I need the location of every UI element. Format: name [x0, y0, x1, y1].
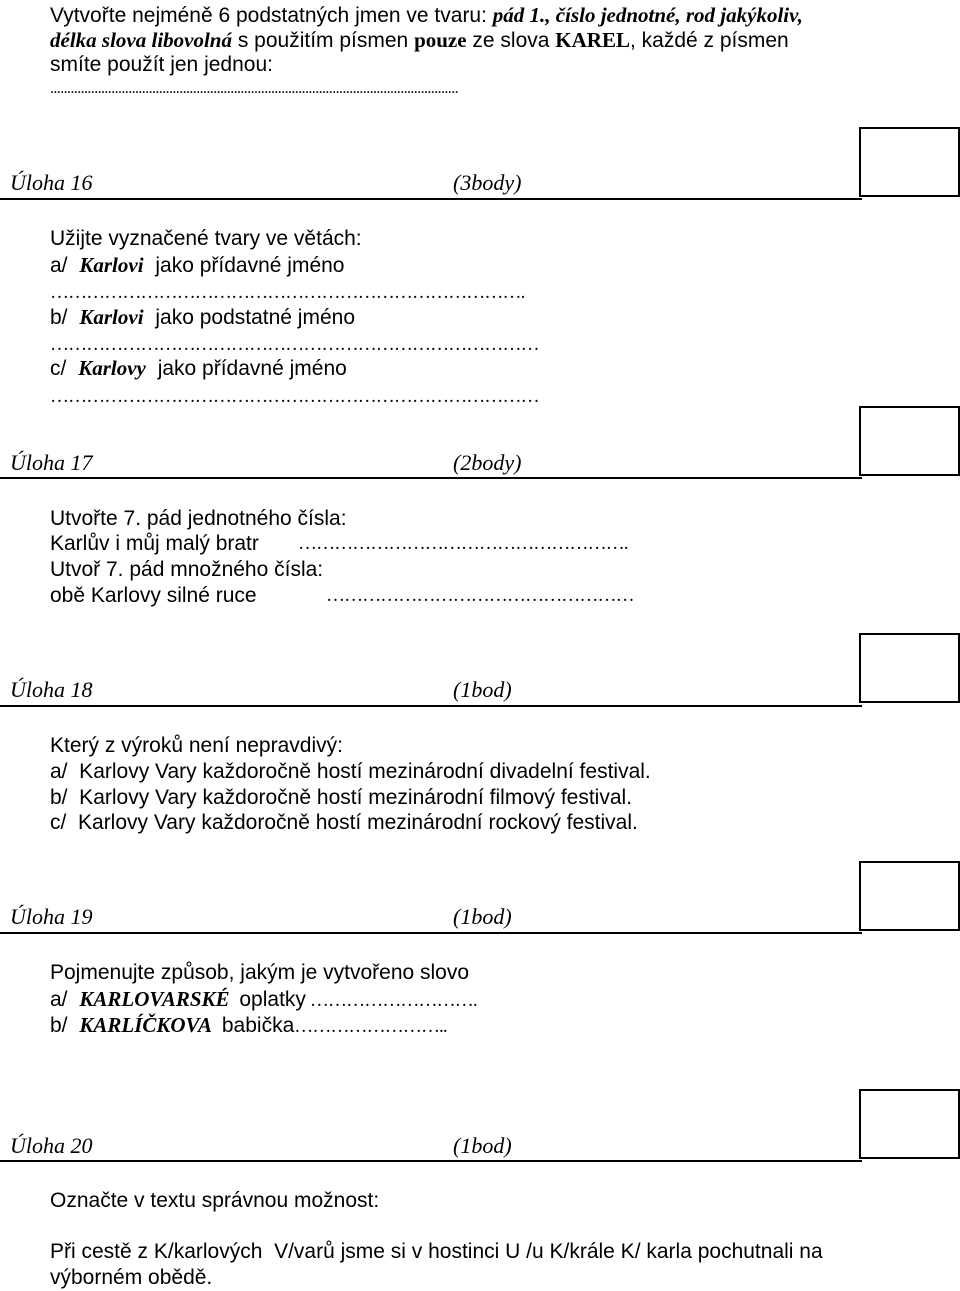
task-19-rule — [0, 932, 862, 934]
task-17-rule — [0, 477, 862, 479]
task-19-a-answer[interactable]: ………………………. — [309, 990, 477, 1011]
task-19-b-answer[interactable]: …………………….. — [294, 1016, 447, 1037]
intro-line-2-karel: KAREL — [555, 28, 630, 52]
intro-line-2-pouze: pouze — [414, 28, 467, 52]
task-16-c-rest: jako přídavné jméno — [157, 357, 347, 380]
task-20-text-line-1[interactable]: Při cestě z K/karlových V/varů jsme si v hostinci U /u K/krále K/ karla pochutnali na — [50, 1240, 823, 1263]
task-17-answer-2[interactable]: …………………………………………… — [326, 585, 634, 606]
task-16-b-prefix: b/ — [50, 306, 68, 329]
task-16-item-b — [50, 304, 355, 331]
intro-line-2-emph: délka slova libovolná — [50, 28, 232, 52]
score-box-17[interactable] — [859, 406, 960, 476]
intro-line-1-plain: Vytvořte nejméně 6 podstatných jmen ve tvaru: — [50, 4, 493, 27]
task-20-points: (1bod) — [453, 1133, 512, 1158]
task-16-c-prefix: c/ — [50, 357, 67, 380]
task-16-b-rest: jako podstatné jméno — [155, 306, 356, 329]
task-18-question: Který z výroků není nepravdivý: — [50, 734, 343, 757]
intro-line-2-plain-a: s použitím písmen — [232, 29, 415, 52]
intro-line-2 — [50, 27, 789, 54]
task-16-instruction: Užijte vyznačené tvary ve větách: — [50, 227, 362, 250]
intro-answer-line[interactable]: ........................................................................................................................ — [50, 80, 459, 97]
intro-line-1 — [50, 2, 803, 29]
task-19-a-word: KARLOVARSKÉ — [79, 987, 230, 1011]
task-16-a-rest: jako přídavné jméno — [155, 254, 345, 277]
task-16-item-a — [50, 252, 345, 279]
intro-line-3: smíte použít jen jednou: — [50, 53, 273, 76]
task-20-text-line-2[interactable]: výborném obědě. — [50, 1266, 213, 1289]
task-16-b-word: Karlovi — [79, 305, 144, 329]
task-16-points: (3body) — [453, 170, 522, 195]
task-20-rule — [0, 1160, 862, 1162]
task-17-points: (2body) — [453, 450, 522, 475]
task-18-option-a[interactable]: a/ Karlovy Vary každoročně hostí mezinárodní divadelní festival. — [50, 760, 651, 783]
task-19-b-prefix: b/ — [50, 1014, 68, 1037]
task-16-a-answer[interactable]: ……………………………………………………………………. — [50, 282, 525, 303]
task-17-title: Úloha 17 — [10, 450, 93, 475]
task-16-title: Úloha 16 — [10, 170, 93, 195]
intro-line-2-plain-b: ze slova — [466, 29, 556, 52]
score-box-20[interactable] — [859, 1089, 960, 1159]
task-20-title: Úloha 20 — [10, 1133, 93, 1158]
score-box-19[interactable] — [859, 861, 960, 931]
task-17-line-4: obě Karlovy silné ruce — [50, 584, 257, 607]
task-19-item-b — [50, 1012, 447, 1040]
task-18-option-b[interactable]: b/ Karlovy Vary každoročně hostí mezinárodní filmový festival. — [50, 786, 633, 809]
intro-line-2-plain-c: , každé z písmen — [629, 29, 789, 52]
task-19-b-word: KARLÍČKOVA — [79, 1013, 213, 1037]
task-19-a-rest: oplatky — [239, 988, 306, 1011]
task-18-rule — [0, 705, 862, 707]
task-19-item-a — [50, 986, 477, 1014]
task-17-answer-1[interactable]: ………………………………………………. — [298, 533, 628, 554]
task-18-title: Úloha 18 — [10, 677, 93, 702]
task-19-a-prefix: a/ — [50, 988, 68, 1011]
task-16-a-prefix: a/ — [50, 254, 68, 277]
task-18-points: (1bod) — [453, 677, 512, 702]
task-16-c-answer[interactable]: ……………………………………………………………………… — [50, 386, 539, 407]
task-19-question: Pojmenujte způsob, jakým je vytvořeno slovo — [50, 961, 470, 984]
task-16-a-word: Karlovi — [79, 253, 144, 277]
task-17-line-2: Karlův i můj malý bratr — [50, 532, 259, 555]
task-19-title: Úloha 19 — [10, 904, 93, 929]
score-box-16[interactable] — [859, 127, 960, 197]
task-16-b-answer[interactable]: ……………………………………………………………………… — [50, 334, 539, 355]
task-20-instruction: Označte v textu správnou možnost: — [50, 1189, 380, 1212]
task-17-line-3: Utvoř 7. pád množného čísla: — [50, 558, 324, 581]
task-18-option-c[interactable]: c/ Karlovy Vary každoročně hostí mezinárodní rockový festival. — [50, 811, 638, 834]
task-16-rule — [0, 198, 862, 200]
score-box-18[interactable] — [859, 633, 960, 703]
task-19-b-rest: babička — [221, 1014, 295, 1037]
task-19-points: (1bod) — [453, 904, 512, 929]
task-17-line-1: Utvořte 7. pád jednotného čísla: — [50, 507, 347, 530]
task-16-item-c — [50, 355, 347, 382]
task-16-c-word: Karlovy — [78, 356, 146, 380]
intro-line-1-emph: pád 1., číslo jednotné, rod jakýkoliv, — [492, 3, 803, 27]
